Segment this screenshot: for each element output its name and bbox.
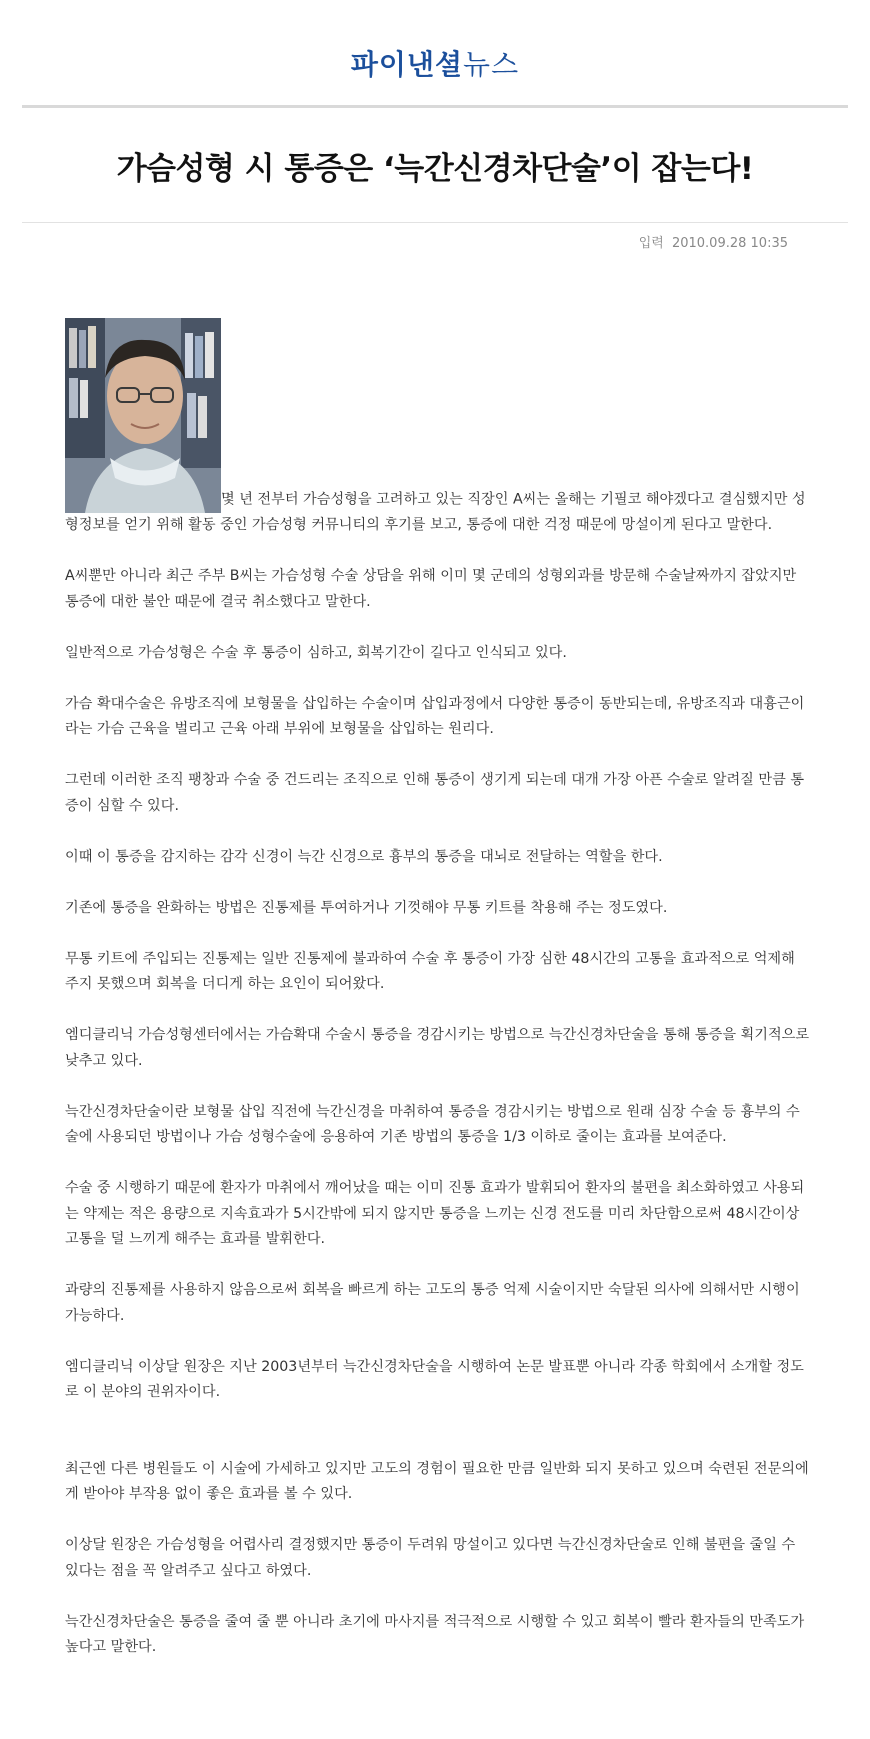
article-paragraph: 과량의 진통제를 사용하지 않음으로써 회복을 빠르게 하는 고도의 통증 억제 시술이지만 숙달된 의사에 의해서만 시행이 가능하다. [65,1282,800,1324]
article-paragraph: 수술 중 시행하기 때문에 환자가 마취에서 깨어났을 때는 이미 진통 효과가 발휘되어 환자의 불편을 최소화하였고 사용되는 약제는 적은 용량으로 지속효과가 5시간밖에 되지 않지만 통증을 느끼는 신경 전도를 미리 차단함으로써 48시간이상 고통을 덜 느끼게 해주는 효과를 발휘한다. [65,1180,805,1247]
article-paragraph: 최근엔 다른 병원들도 이 시술에 가세하고 있지만 고도의 경험이 필요한 만큼 일반화 되지 못하고 있으며 숙련된 전문의에게 받아야 부작용 없이 좋은 효과를 볼 수 있다. [65,1460,809,1502]
meta-label: 입력 [638,236,664,251]
article-paragraph: 기존에 통증을 완화하는 방법은 진통제를 투여하거나 기껏해야 무통 키트를 착용해 주는 정도였다. [65,899,668,916]
article-paragraph: 이때 이 통증을 감지하는 감각 신경이 늑간 신경으로 흉부의 통증을 대뇌로 전달하는 역할을 한다. [65,848,663,865]
paragraph-text: 몇 년 전부터 가슴성형을 고려하고 있는 직장인 A씨는 올해는 기필코 해야겠다고 결심했지만 성형정보를 얻기 위해 활동 중인 가슴성형 커뮤니티의 후기를 보고, 통증에 대한 걱정 때문에 망설이게 된다고 말한다. [65,491,806,533]
article-paragraph: 일반적으로 가슴성형은 수술 후 통증이 심하고, 회복기간이 길다고 인식되고 있다. [65,644,567,661]
article-paragraph: 가슴 확대수술은 유방조직에 보형물을 삽입하는 수술이며 삽입과정에서 다양한 통증이 동반되는데, 유방조직과 대흉근이라는 가슴 근육을 벌리고 근육 아래 부위에 보형물을 삽입하는 원리다. [65,695,805,737]
header-divider [22,105,848,108]
article-meta [635,232,788,251]
article-paragraph [65,318,810,539]
site-header [0,0,870,108]
article-paragraph: A씨뿐만 아니라 최근 주부 B씨는 가슴성형 수술 상담을 위해 이미 몇 군데의 성형외과를 방문해 수술날짜까지 잡았지만 통증에 대한 불안 때문에 결국 취소했다고 말한다. [65,568,797,610]
article-paragraph: 늑간신경차단술은 통증을 줄여 줄 뿐 아니라 초기에 마사지를 적극적으로 시행할 수 있고 회복이 빨라 환자들의 만족도가 높다고 말한다. [65,1613,805,1655]
article-title: 가슴성형 시 통증은 ‘늑간신경차단술’이 잡는다! [116,151,754,187]
article-paragraph: 엠디클리닉 가슴성형센터에서는 가슴확대 수술시 통증을 경감시키는 방법으로 늑간신경차단술을 통해 통증을 획기적으로 낮추고 있다. [65,1027,810,1069]
site-logo[interactable] [0,43,870,83]
logo-text-secondary: 뉴스 [463,48,520,81]
paragraph-spacer [65,1431,810,1457]
meta-datetime: 2010.09.28 10:35 [671,236,788,251]
article-paragraph: 늑간신경차단술이란 보형물 삽입 직전에 늑간신경을 마취하여 통증을 경감시키는 방법으로 원래 심장 수술 등 흉부의 수술에 사용되던 방법이나 가슴 성형수술에 응용하여 기존 방법의 통증을 1/3 이하로 줄이는 효과를 보여준다. [65,1103,800,1145]
article-paragraph: 이상달 원장은 가슴성형을 어렵사리 결정했지만 통증이 두려워 망설이고 있다면 늑간신경차단술로 인해 불편을 줄일 수 있다는 점을 꼭 알려주고 싶다고 하였다. [65,1537,796,1579]
article-paragraph: 엠디클리닉 이상달 원장은 지난 2003년부터 늑간신경차단술을 시행하여 논문 발표뿐 아니라 각종 학회에서 소개할 정도로 이 분야의 권위자이다. [65,1358,804,1400]
article-paragraph: 그런데 이러한 조직 팽창과 수술 중 건드리는 조직으로 인해 통증이 생기게 되는데 대개 가장 아픈 수술로 알려질 만큼 통증이 심할 수 있다. [65,772,805,814]
logo-text-primary: 파이낸셜 [350,48,464,81]
doctor-photo [65,318,221,513]
title-divider [22,222,848,223]
article-body [65,318,810,1686]
article-paragraph: 무통 키트에 주입되는 진통제는 일반 진통제에 불과하여 수술 후 통증이 가장 심한 48시간의 고통을 효과적으로 억제해 주지 못했으며 회복을 더디게 하는 요인이 되어왔다. [65,950,795,992]
